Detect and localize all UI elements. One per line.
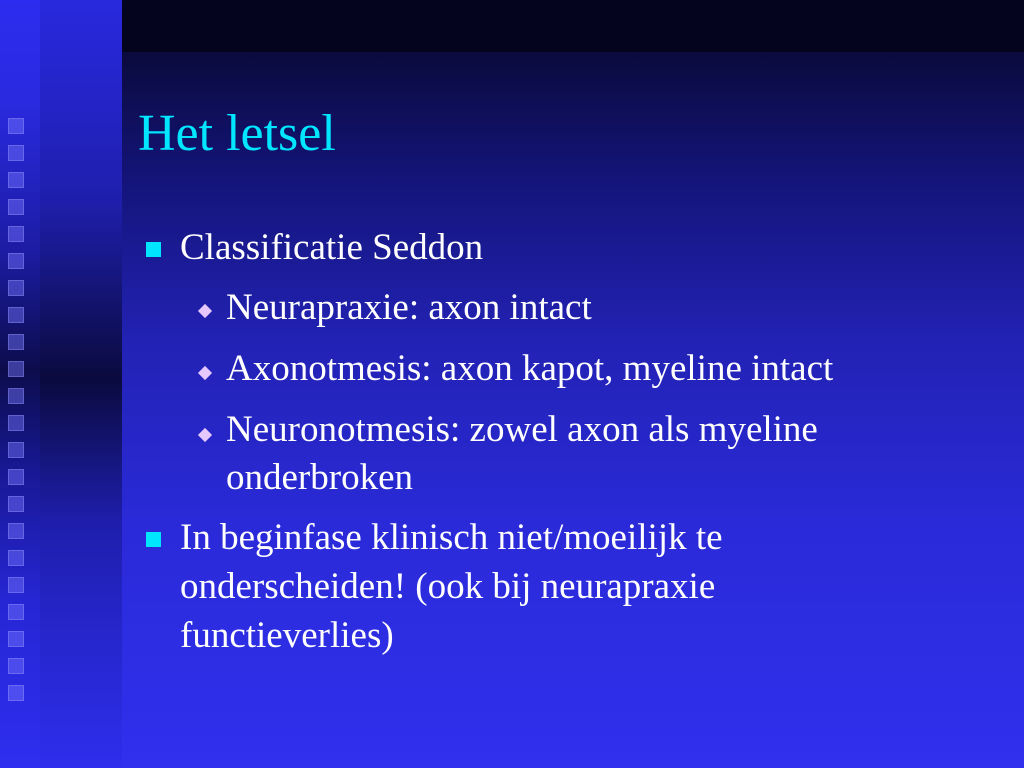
slide-title: Het letsel — [138, 105, 336, 162]
bullet-text-line3: functieverlies) — [180, 615, 394, 656]
bullet-text: Classificatie Seddon — [180, 227, 484, 268]
square-bullet-icon — [146, 242, 161, 257]
sub-bullet-text-line2: onderbroken — [226, 457, 413, 498]
bullet-text-line1: In beginfase klinisch niet/moeilijk te — [180, 517, 723, 558]
square-bullet-icon — [146, 532, 161, 547]
diamond-bullet-icon — [198, 304, 212, 318]
bullet-text-line2: onderscheiden! (ook bij neurapraxie — [180, 566, 716, 607]
sub-bullet-text-line1: Neuronotmesis: zowel axon als myeline — [226, 409, 818, 450]
sub-bullet-text: Neurapraxie: axon intact — [226, 287, 592, 328]
diamond-bullet-icon — [198, 366, 212, 380]
diamond-bullet-icon — [198, 428, 212, 442]
sub-bullet-text: Axonotmesis: axon kapot, myeline intact — [226, 348, 834, 389]
